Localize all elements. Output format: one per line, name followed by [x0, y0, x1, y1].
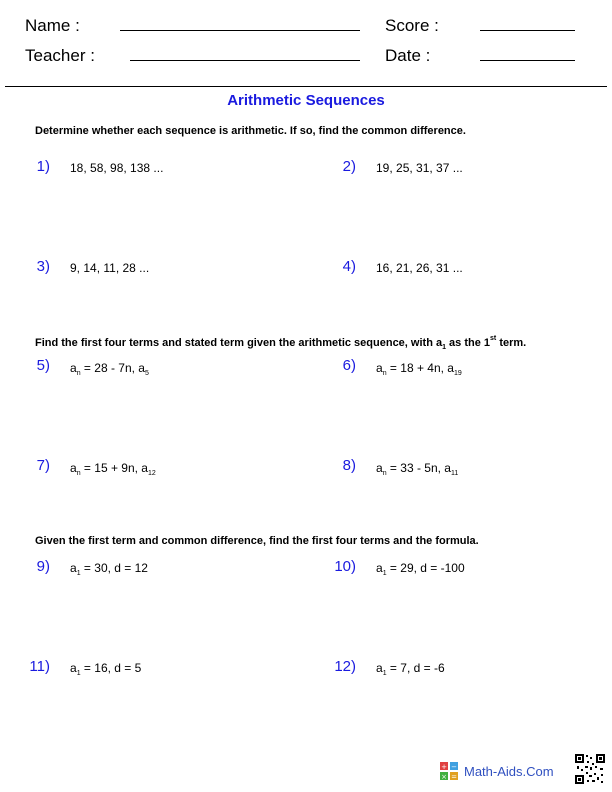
name-field[interactable]	[120, 30, 360, 31]
problem-number: 1)	[36, 158, 50, 175]
svg-text:+: +	[441, 763, 447, 771]
date-label: Date :	[385, 46, 431, 65]
problem-text: $a_1 = 7$, d = -6	[376, 661, 445, 677]
svg-text:=: =	[451, 773, 457, 780]
date-field[interactable]	[480, 60, 575, 61]
problem-text: 9, 14, 11, 28 ...	[70, 261, 150, 275]
qr-code-icon	[575, 754, 605, 784]
problem-number: 7)	[36, 457, 50, 474]
score-field[interactable]	[480, 30, 575, 31]
problem-text: $a_n = 18 + 4n$, $a_{19}$	[376, 361, 462, 377]
problem-text: 16, 21, 26, 31 ...	[376, 261, 463, 275]
problem-text: $a_1 = 16$, d = 5	[70, 661, 142, 677]
problem-number: 8)	[342, 457, 356, 474]
problem-text: $a_n = 15 + 9n$, $a_{12}$	[70, 461, 156, 477]
score-label: Score :	[385, 16, 439, 35]
teacher-field[interactable]	[130, 60, 360, 61]
problem-text: 18, 58, 98, 138 ...	[70, 161, 164, 175]
problem-text: $a_1 = 30$, d = 12	[70, 561, 148, 577]
name-label: Name :	[25, 16, 80, 35]
worksheet-title: Arithmetic Sequences	[227, 92, 385, 109]
problem-text: $a_n = 33 - 5n$, $a_{11}$	[376, 461, 459, 477]
problem-number: 12)	[334, 658, 356, 675]
problem-number: 11)	[29, 658, 50, 675]
svg-text:−: −	[451, 763, 457, 771]
calculator-icon	[440, 762, 458, 780]
section-1-instruction: Determine whether each sequence is arithmetic. If so, find the common difference.	[35, 125, 466, 137]
header-divider	[5, 86, 607, 87]
problem-number: 3)	[36, 258, 50, 275]
svg-text:×: ×	[441, 773, 447, 780]
problem-number: 4)	[342, 258, 356, 275]
section-2-instruction: Find the first four terms and stated term given the arithmetic sequence, with $a_1$ as the 1st term.	[35, 335, 527, 351]
problem-text: $a_1 = 29$, d = -100	[376, 561, 465, 577]
problem-text: $a_n = 28 - 7n$, $a_5$	[70, 361, 149, 377]
problem-number: 9)	[36, 558, 50, 575]
problem-number: 5)	[36, 357, 50, 374]
teacher-label: Teacher :	[25, 46, 95, 65]
problem-number: 2)	[342, 158, 356, 175]
section-3-instruction: Given the first term and common difference, find the first four terms and the formula.	[35, 535, 479, 547]
problem-number: 10)	[334, 558, 356, 575]
problem-text: 19, 25, 31, 37 ...	[376, 161, 463, 175]
brand-link[interactable]: Math-Aids.Com	[464, 764, 554, 779]
problem-number: 6)	[342, 357, 356, 374]
